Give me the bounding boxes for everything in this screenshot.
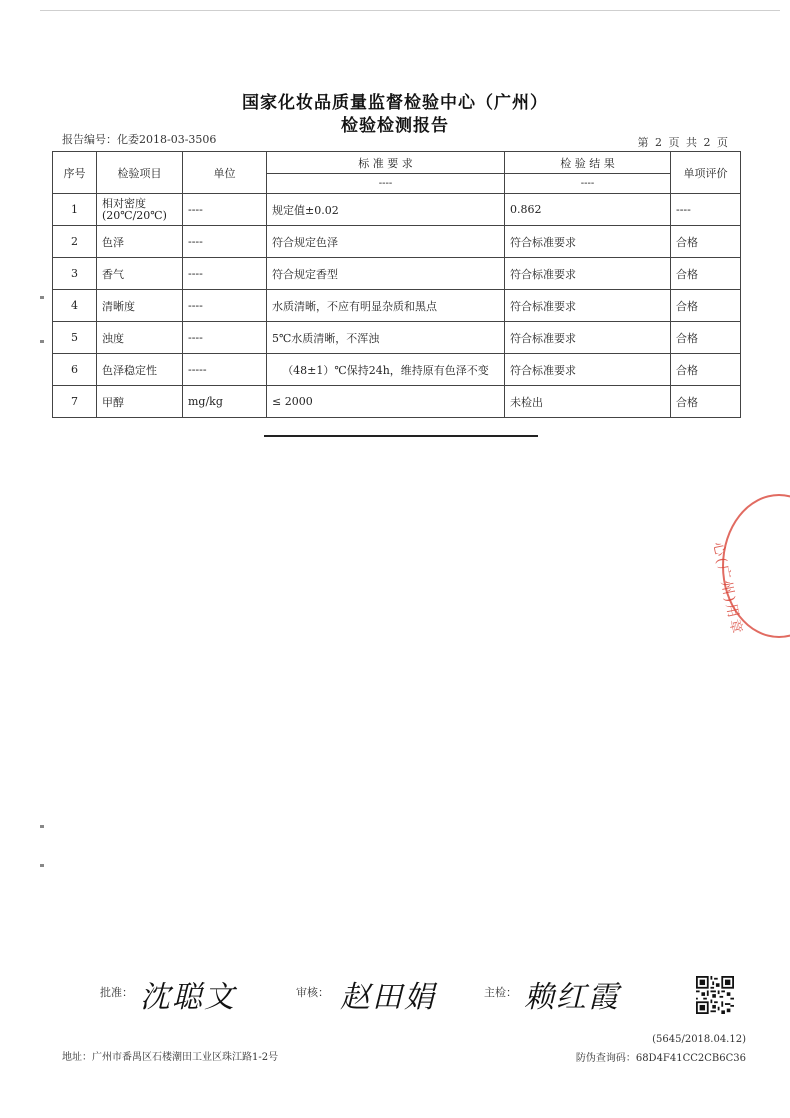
- cell-item: 甲醇: [97, 386, 183, 418]
- top-scan-rule: [40, 10, 780, 11]
- table-row: [53, 226, 741, 258]
- inspect-label: 主检：: [484, 986, 517, 999]
- table-row: [53, 354, 741, 386]
- header-unit: 单位: [183, 152, 267, 194]
- cell-seq: 7: [53, 386, 97, 418]
- table-row: [53, 290, 741, 322]
- cell-unit: ----: [183, 194, 267, 226]
- header-result: 检 验 结 果: [505, 152, 671, 174]
- cell-evaluation: 合格: [671, 290, 741, 322]
- table-row: [53, 322, 741, 354]
- report-title: 国家化妆品质量监督检验中心（广州）: [242, 93, 548, 113]
- footer-address: 地址：广州市番禺区石楼潮田工业区珠江路1-2号: [62, 1052, 279, 1063]
- cell-unit: ----: [183, 290, 267, 322]
- cell-result: 符合标准要求: [505, 354, 671, 386]
- cell-item: 浊度: [97, 322, 183, 354]
- cell-evaluation: 合格: [671, 354, 741, 386]
- table-row: [53, 194, 741, 226]
- cell-standard: 5℃水质清晰，不浑浊: [267, 322, 505, 354]
- header-item: 检验项目: [97, 152, 183, 194]
- table-end-rule: [264, 435, 538, 437]
- cell-unit: ----: [183, 226, 267, 258]
- cell-unit: mg/kg: [183, 386, 267, 418]
- cell-evaluation: 合格: [671, 226, 741, 258]
- cell-standard: 符合规定香型: [267, 258, 505, 290]
- approve-label: 批准：: [100, 986, 133, 999]
- cell-unit: -----: [183, 354, 267, 386]
- cell-unit: ----: [183, 258, 267, 290]
- header-standard: 标 准 要 求: [267, 152, 505, 174]
- cell-evaluation: 合格: [671, 386, 741, 418]
- table-row: [53, 386, 741, 418]
- cell-result: 未检出: [505, 386, 671, 418]
- scan-mark: [40, 340, 44, 343]
- header-evaluation: 单项评价: [671, 152, 741, 194]
- review-signature: 赵田娟: [340, 980, 436, 1015]
- cell-result: 0.862: [505, 194, 671, 226]
- cell-standard: 规定值±0.02: [267, 194, 505, 226]
- document-code: (5645/2018.04.12): [652, 1034, 746, 1045]
- cell-seq: 4: [53, 290, 97, 322]
- cell-evaluation: 合格: [671, 258, 741, 290]
- cell-standard: ≤ 2000: [267, 386, 505, 418]
- cell-evaluation: ----: [671, 194, 741, 226]
- cell-item: 色泽稳定性: [97, 354, 183, 386]
- cell-seq: 2: [53, 226, 97, 258]
- report-subtitle: 检验检测报告: [341, 116, 449, 136]
- cell-standard: 水质清晰，不应有明显杂质和黑点: [267, 290, 505, 322]
- cell-item: 香气: [97, 258, 183, 290]
- header-standard-sub: ----: [267, 174, 505, 194]
- anti-counterfeit-code: 防伪查询码：68D4F41CC2CB6C36: [575, 1053, 746, 1064]
- approve-signature: 沈聪文: [140, 980, 236, 1015]
- cell-item: 色泽: [97, 226, 183, 258]
- cell-result: 符合标准要求: [505, 290, 671, 322]
- review-label: 审核：: [296, 986, 329, 999]
- cell-seq: 1: [53, 194, 97, 226]
- cell-standard: 符合规定色泽: [267, 226, 505, 258]
- scan-mark: [40, 864, 44, 867]
- cell-evaluation: 合格: [671, 322, 741, 354]
- signature-row: [0, 972, 790, 1022]
- page-indicator: 第 2 页 共 2 页: [637, 136, 728, 149]
- qr-code-icon: [696, 976, 734, 1014]
- cell-result: 符合标准要求: [505, 322, 671, 354]
- scan-mark: [40, 825, 44, 828]
- cell-seq: 5: [53, 322, 97, 354]
- cell-seq: 6: [53, 354, 97, 386]
- cell-item: 清晰度: [97, 290, 183, 322]
- header-seq: 序号: [53, 152, 97, 194]
- cell-item: 相对密度 (20℃/20℃): [97, 194, 183, 226]
- table-row: [53, 258, 741, 290]
- report-number: 报告编号：化委2018-03-3506: [62, 133, 217, 146]
- inspection-table: [52, 151, 741, 418]
- scan-mark: [40, 296, 44, 299]
- cell-result: 符合标准要求: [505, 226, 671, 258]
- seal-text: 心(广州)用章: [709, 540, 745, 637]
- cell-unit: ----: [183, 322, 267, 354]
- cell-standard: （48±1）℃保持24h，维持原有色泽不变: [267, 354, 505, 386]
- header-result-sub: ----: [505, 174, 671, 194]
- cell-result: 符合标准要求: [505, 258, 671, 290]
- inspect-signature: 赖红霞: [524, 980, 620, 1015]
- cell-seq: 3: [53, 258, 97, 290]
